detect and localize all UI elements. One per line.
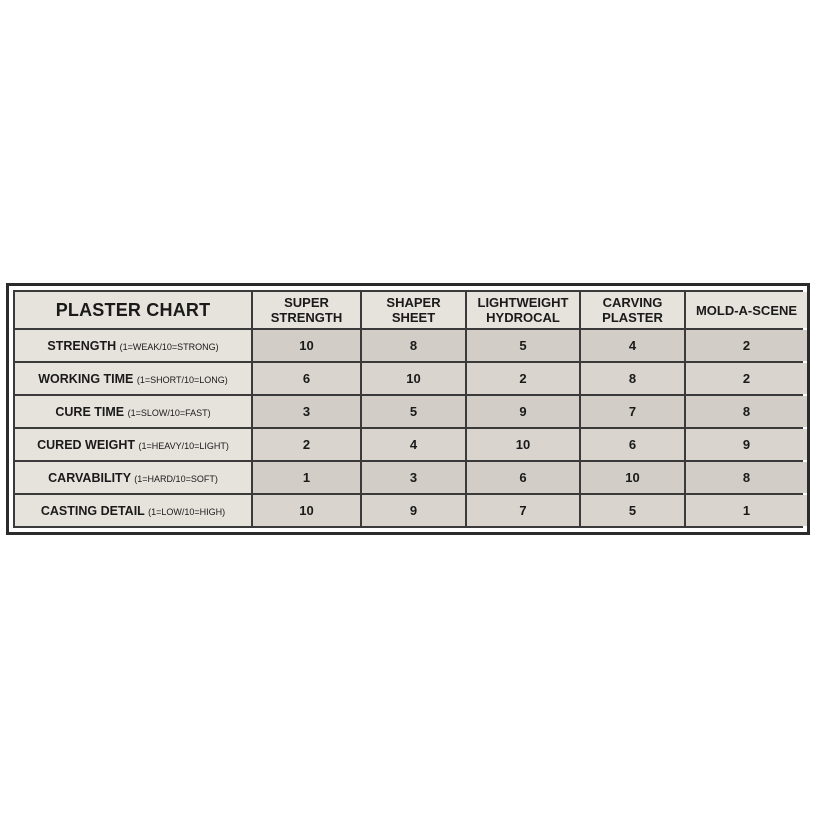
table-row bbox=[15, 330, 807, 361]
table-cell: 8 bbox=[686, 462, 807, 493]
row-scale: (1=WEAK/10=STRONG) bbox=[119, 341, 219, 352]
column-header-super-strength bbox=[253, 292, 360, 328]
row-label: CURE TIME bbox=[55, 404, 125, 419]
table-row bbox=[15, 363, 807, 394]
table-cell: 2 bbox=[686, 330, 807, 361]
table-cell: 2 bbox=[253, 429, 360, 460]
column-header-mold-a-scene bbox=[686, 292, 807, 328]
table-cell: 10 bbox=[253, 495, 360, 526]
table-cell: 5 bbox=[362, 396, 465, 427]
table-cell: 7 bbox=[467, 495, 579, 526]
table-cell: 1 bbox=[686, 495, 807, 526]
table-cell: 1 bbox=[253, 462, 360, 493]
row-header-casting-detail bbox=[15, 495, 251, 526]
plaster-chart-grid bbox=[13, 290, 803, 528]
table-row bbox=[15, 429, 807, 460]
table-cell: 2 bbox=[467, 363, 579, 394]
row-label: CURED WEIGHT bbox=[37, 437, 136, 452]
row-scale: (1=SLOW/10=FAST) bbox=[127, 407, 211, 418]
chart-title: PLASTER CHART bbox=[15, 292, 251, 328]
row-header-cured-weight bbox=[15, 429, 251, 460]
table-cell: 4 bbox=[581, 330, 684, 361]
column-header-line: SHEET bbox=[391, 310, 436, 325]
table-cell: 6 bbox=[253, 363, 360, 394]
header-row bbox=[15, 292, 807, 328]
column-header-lightweight-hydrocal bbox=[467, 292, 579, 328]
plaster-chart-table bbox=[13, 290, 809, 528]
row-scale: (1=LOW/10=HIGH) bbox=[148, 506, 226, 517]
table-cell: 3 bbox=[362, 462, 465, 493]
table-cell: 10 bbox=[362, 363, 465, 394]
table-cell: 5 bbox=[581, 495, 684, 526]
column-header-line: SUPER bbox=[284, 295, 329, 310]
column-header-carving-plaster bbox=[581, 292, 684, 328]
column-header-line: HYDROCAL bbox=[486, 310, 560, 325]
table-cell: 10 bbox=[581, 462, 684, 493]
row-header-strength bbox=[15, 330, 251, 361]
table-cell: 6 bbox=[467, 462, 579, 493]
column-header-line: PLASTER bbox=[602, 310, 663, 325]
table-cell: 3 bbox=[253, 396, 360, 427]
table-cell: 4 bbox=[362, 429, 465, 460]
row-label: WORKING TIME bbox=[38, 371, 134, 386]
row-label: STRENGTH bbox=[47, 338, 117, 353]
table-cell: 9 bbox=[686, 429, 807, 460]
plaster-chart-frame bbox=[6, 283, 810, 535]
table-cell: 6 bbox=[581, 429, 684, 460]
row-header-working-time bbox=[15, 363, 251, 394]
column-header-line: STRENGTH bbox=[270, 310, 343, 325]
table-cell: 2 bbox=[686, 363, 807, 394]
column-header-line: SHAPER bbox=[386, 295, 441, 310]
table-cell: 9 bbox=[362, 495, 465, 526]
column-header-line: CARVING bbox=[602, 295, 663, 310]
row-label: CASTING DETAIL bbox=[40, 503, 145, 518]
row-scale: (1=HARD/10=SOFT) bbox=[134, 473, 218, 484]
table-row bbox=[15, 462, 807, 493]
row-label: CARVABILITY bbox=[48, 470, 131, 485]
table-cell: 8 bbox=[581, 363, 684, 394]
row-scale: (1=SHORT/10=LONG) bbox=[136, 374, 228, 385]
table-row bbox=[15, 396, 807, 427]
table-cell: 10 bbox=[467, 429, 579, 460]
row-header-cure-time bbox=[15, 396, 251, 427]
row-header-carvability bbox=[15, 462, 251, 493]
table-cell: 9 bbox=[467, 396, 579, 427]
table-cell: 5 bbox=[467, 330, 579, 361]
table-cell: 8 bbox=[362, 330, 465, 361]
row-scale: (1=HEAVY/10=LIGHT) bbox=[138, 440, 229, 451]
table-cell: 8 bbox=[686, 396, 807, 427]
table-row bbox=[15, 495, 807, 526]
column-header-shaper-sheet bbox=[362, 292, 465, 328]
column-header-line: LIGHTWEIGHT bbox=[477, 295, 569, 310]
table-cell: 7 bbox=[581, 396, 684, 427]
table-cell: 10 bbox=[253, 330, 360, 361]
column-header-line: MOLD-A-SCENE bbox=[695, 302, 798, 318]
